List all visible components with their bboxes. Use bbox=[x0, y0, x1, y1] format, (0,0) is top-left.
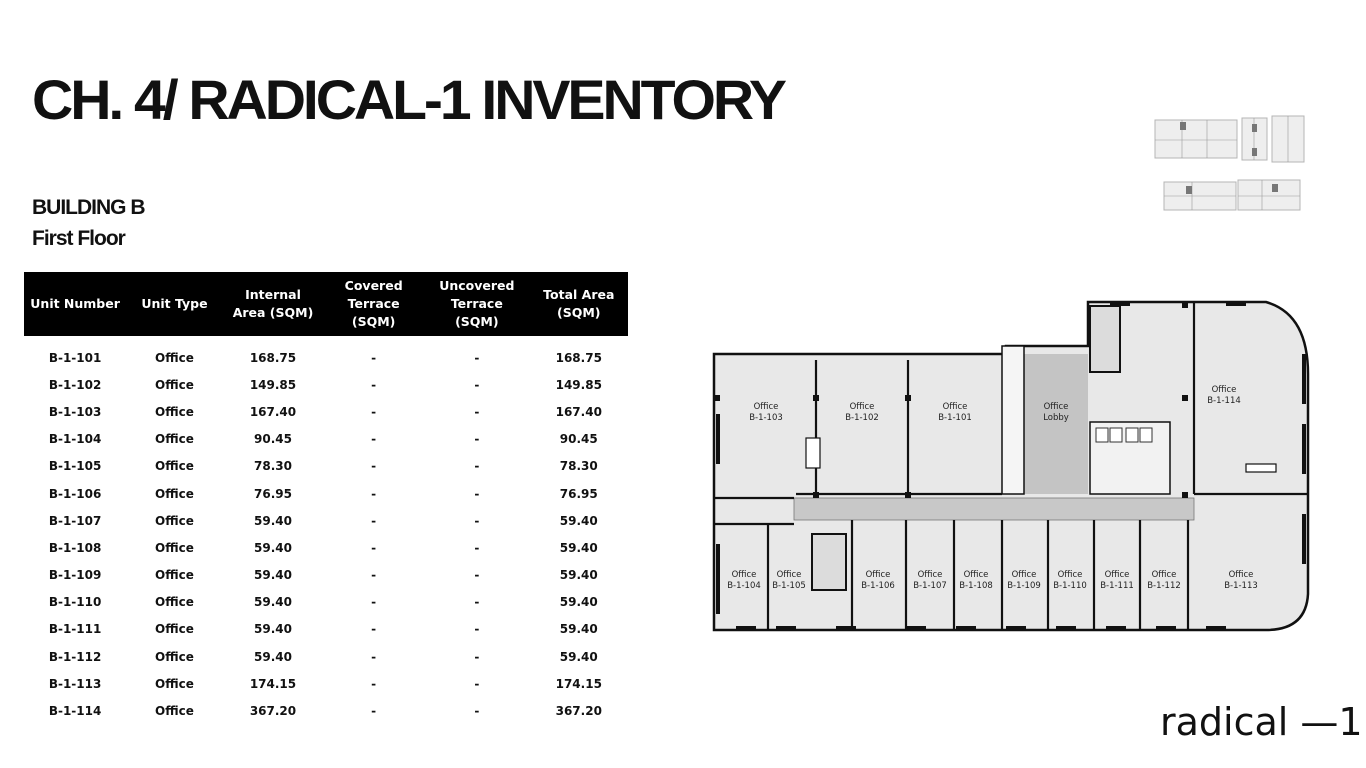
cell-unit-type: Office bbox=[155, 568, 194, 583]
cell-internal-area: 59.40 bbox=[254, 622, 292, 637]
cell-uncovered-terrace: - bbox=[474, 432, 480, 447]
room-label-word: Office bbox=[1104, 570, 1130, 580]
cell-internal-area: 168.75 bbox=[249, 350, 297, 365]
cell-uncovered-terrace: - bbox=[474, 568, 480, 583]
table-row bbox=[24, 589, 628, 616]
cell-total-area: 76.95 bbox=[559, 486, 598, 501]
cell-internal-area: 59.40 bbox=[254, 513, 292, 528]
site-key-plan-thumbnail bbox=[1152, 112, 1308, 216]
cell-uncovered-terrace: - bbox=[474, 350, 480, 365]
cell-unit-type: Office bbox=[155, 676, 194, 691]
room-label-unit: B-1-110 bbox=[1053, 581, 1087, 591]
cell-total-area: 78.30 bbox=[559, 459, 598, 474]
room-label-unit: B-1-111 bbox=[1100, 581, 1134, 591]
room-label-unit: B-1-112 bbox=[1147, 581, 1181, 591]
floor-plan bbox=[706, 294, 1316, 640]
room-label-word: Office bbox=[865, 570, 891, 580]
cell-total-area: 174.15 bbox=[555, 676, 602, 691]
cell-covered-terrace: - bbox=[371, 486, 377, 501]
cell-unit-number: B-1-111 bbox=[48, 622, 102, 637]
cell-unit-number: B-1-105 bbox=[48, 459, 102, 474]
cell-unit-number: B-1-107 bbox=[48, 513, 102, 528]
cell-total-area: 59.40 bbox=[559, 540, 598, 555]
cell-internal-area: 167.40 bbox=[249, 404, 297, 419]
cell-uncovered-terrace: - bbox=[474, 704, 480, 719]
room-label-word: Office bbox=[942, 402, 968, 412]
cell-unit-number: B-1-106 bbox=[48, 486, 102, 501]
cell-total-area: 59.40 bbox=[559, 649, 598, 664]
cell-internal-area: 59.40 bbox=[254, 595, 292, 610]
cell-total-area: 90.45 bbox=[559, 432, 598, 447]
floor-heading: First Floor bbox=[32, 227, 125, 250]
room-label-word: Office bbox=[731, 570, 757, 580]
cell-covered-terrace: - bbox=[371, 404, 377, 419]
table-body bbox=[24, 336, 628, 725]
room-label-word: Office bbox=[963, 570, 989, 580]
room-label-word: Office bbox=[1211, 385, 1237, 395]
col-uncovered-terrace: Uncovered Terrace (SQM) bbox=[424, 272, 529, 336]
cell-total-area: 149.85 bbox=[555, 377, 602, 392]
cell-total-area: 167.40 bbox=[555, 404, 602, 419]
cell-unit-type: Office bbox=[155, 350, 194, 365]
table-row bbox=[24, 480, 628, 507]
cell-covered-terrace: - bbox=[371, 540, 377, 555]
cell-uncovered-terrace: - bbox=[474, 486, 480, 501]
cell-unit-type: Office bbox=[155, 377, 194, 392]
cell-covered-terrace: - bbox=[371, 568, 377, 583]
cell-unit-number: B-1-114 bbox=[48, 704, 102, 719]
table-row bbox=[24, 371, 628, 398]
table-row bbox=[24, 507, 628, 534]
cell-covered-terrace: - bbox=[371, 595, 377, 610]
table-row bbox=[24, 534, 628, 561]
cell-unit-number: B-1-112 bbox=[48, 649, 102, 664]
cell-unit-type: Office bbox=[155, 622, 194, 637]
stair-core bbox=[1090, 306, 1120, 372]
cell-uncovered-terrace: - bbox=[474, 649, 480, 664]
room-label-word: Office bbox=[849, 402, 875, 412]
cell-internal-area: 59.40 bbox=[254, 649, 292, 664]
cell-covered-terrace: - bbox=[371, 649, 377, 664]
cell-uncovered-terrace: - bbox=[474, 513, 480, 528]
lobby-area bbox=[1024, 354, 1088, 494]
cell-unit-type: Office bbox=[155, 459, 194, 474]
room-label-unit: B-1-101 bbox=[938, 413, 972, 423]
stair-core-south bbox=[812, 534, 846, 590]
cell-unit-type: Office bbox=[155, 540, 194, 555]
cell-total-area: 59.40 bbox=[559, 513, 598, 528]
cell-unit-type: Office bbox=[155, 595, 194, 610]
cell-uncovered-terrace: - bbox=[474, 404, 480, 419]
col-internal-area: Internal Area (SQM) bbox=[223, 272, 323, 336]
cell-internal-area: 367.20 bbox=[249, 704, 297, 719]
table-row bbox=[24, 398, 628, 425]
room-label-unit: B-1-107 bbox=[913, 581, 947, 591]
cell-unit-number: B-1-104 bbox=[48, 432, 102, 447]
room-label-unit: B-1-106 bbox=[861, 581, 895, 591]
corridor bbox=[794, 498, 1194, 520]
cell-uncovered-terrace: - bbox=[474, 459, 480, 474]
cell-uncovered-terrace: - bbox=[474, 595, 480, 610]
room-label-word: Office bbox=[776, 570, 802, 580]
cell-unit-type: Office bbox=[155, 404, 194, 419]
brand-logo: radical —1 bbox=[1160, 700, 1363, 744]
room-label-word: Office bbox=[1057, 570, 1083, 580]
room-label-word: Office bbox=[753, 402, 779, 412]
lobby-label: Office bbox=[1043, 402, 1069, 412]
cell-covered-terrace: - bbox=[371, 622, 377, 637]
cell-unit-number: B-1-102 bbox=[48, 377, 102, 392]
cell-internal-area: 78.30 bbox=[254, 459, 292, 474]
cell-covered-terrace: - bbox=[371, 377, 377, 392]
cell-unit-type: Office bbox=[155, 486, 194, 501]
cell-unit-number: B-1-109 bbox=[48, 568, 102, 583]
cell-uncovered-terrace: - bbox=[474, 540, 480, 555]
cell-internal-area: 59.40 bbox=[254, 540, 292, 555]
col-unit-type: Unit Type bbox=[126, 272, 223, 336]
cell-internal-area: 174.15 bbox=[249, 676, 297, 691]
cell-internal-area: 90.45 bbox=[254, 432, 292, 447]
cell-unit-number: B-1-108 bbox=[48, 540, 102, 555]
room-label-unit: B-1-113 bbox=[1224, 581, 1258, 591]
cell-uncovered-terrace: - bbox=[474, 622, 480, 637]
room-label-unit: B-1-109 bbox=[1007, 581, 1041, 591]
room-label-word: Office bbox=[1151, 570, 1177, 580]
table-header-row bbox=[24, 272, 628, 336]
inventory-table bbox=[24, 272, 628, 725]
col-covered-terrace: Covered Terrace (SQM) bbox=[323, 272, 424, 336]
page-title: CH. 4/ RADICAL-1 INVENTORY bbox=[32, 68, 784, 131]
cell-total-area: 59.40 bbox=[559, 622, 598, 637]
room-label-unit: B-1-114 bbox=[1207, 396, 1241, 406]
cell-unit-type: Office bbox=[155, 432, 194, 447]
cell-unit-type: Office bbox=[155, 649, 194, 664]
cell-unit-number: B-1-101 bbox=[48, 350, 102, 365]
table-row bbox=[24, 453, 628, 480]
cell-covered-terrace: - bbox=[371, 459, 377, 474]
cell-covered-terrace: - bbox=[371, 350, 377, 365]
service-core bbox=[1002, 346, 1024, 494]
table-row bbox=[24, 616, 628, 643]
cell-internal-area: 59.40 bbox=[254, 568, 292, 583]
cell-total-area: 367.20 bbox=[555, 704, 602, 719]
cell-covered-terrace: - bbox=[371, 432, 377, 447]
lobby-label: Lobby bbox=[1043, 413, 1069, 423]
cell-unit-number: B-1-110 bbox=[48, 595, 102, 610]
cell-total-area: 59.40 bbox=[559, 595, 598, 610]
col-total-area: Total Area (SQM) bbox=[530, 272, 628, 336]
col-unit-number: Unit Number bbox=[24, 272, 126, 336]
cell-internal-area: 76.95 bbox=[254, 486, 292, 501]
room-label-unit: B-1-108 bbox=[959, 581, 993, 591]
room-label-word: Office bbox=[1228, 570, 1254, 580]
table-row bbox=[24, 670, 628, 697]
cell-uncovered-terrace: - bbox=[474, 676, 480, 691]
room-label-word: Office bbox=[1011, 570, 1037, 580]
building-heading: BUILDING B bbox=[32, 196, 145, 219]
table-row bbox=[24, 643, 628, 670]
cell-uncovered-terrace: - bbox=[474, 377, 480, 392]
room-label-unit: B-1-104 bbox=[727, 581, 761, 591]
table-row bbox=[24, 697, 628, 724]
cell-unit-type: Office bbox=[155, 513, 194, 528]
cell-covered-terrace: - bbox=[371, 513, 377, 528]
room-label-word: Office bbox=[917, 570, 943, 580]
room-label-unit: B-1-102 bbox=[845, 413, 879, 423]
cell-total-area: 168.75 bbox=[555, 350, 602, 365]
room-label-unit: B-1-105 bbox=[772, 581, 806, 591]
room-label-unit: B-1-103 bbox=[749, 413, 783, 423]
cell-unit-number: B-1-103 bbox=[48, 404, 102, 419]
cell-covered-terrace: - bbox=[371, 676, 377, 691]
cell-internal-area: 149.85 bbox=[249, 377, 297, 392]
cell-covered-terrace: - bbox=[371, 704, 377, 719]
table-row bbox=[24, 426, 628, 453]
table-row bbox=[24, 562, 628, 589]
cell-unit-number: B-1-113 bbox=[48, 676, 102, 691]
cell-unit-type: Office bbox=[155, 704, 194, 719]
cell-total-area: 59.40 bbox=[559, 568, 598, 583]
table-row bbox=[24, 336, 628, 371]
